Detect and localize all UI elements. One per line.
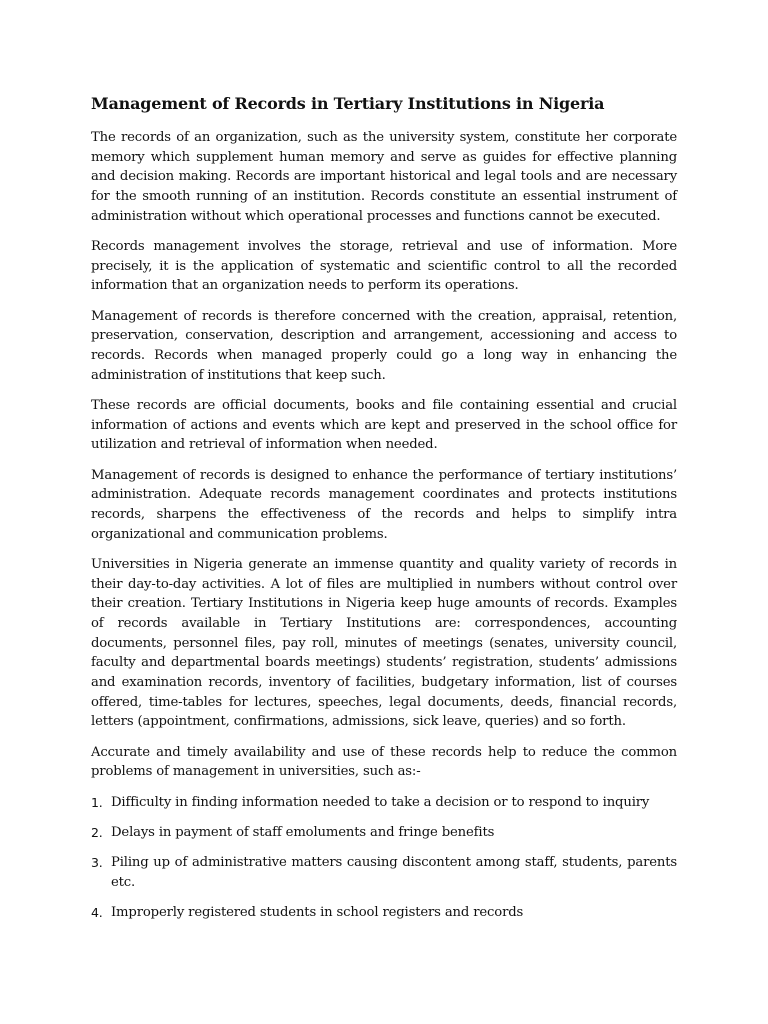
list-number: 1. [91, 794, 103, 810]
list-item-text: Delays in payment of staff emoluments and fringe benefits [111, 824, 495, 840]
list-number: 2. [91, 824, 103, 840]
list-item [91, 853, 677, 892]
list-item-text: Improperly registered students in school registers and records [111, 904, 524, 920]
paragraph: Universities in Nigeria generate an immense quantity and quality variety of records in their day-to-day activities. A lot of files are multiplied in numbers without control over their creation. Tertiary Institutions in Nigeria keep huge amounts of records. Examples of records available in Tertiary Institutions are: correspondences, accounting documents, personnel files, pay roll, minutes of meetings (senates, university council, faculty and departmental boards meetings) students’ registration, students’ admissions and examination records, inventory of facilities, budgetary information, list of courses offered, time-tables for lectures, speeches, legal documents, deeds, financial records, letters (appointment, confirmations, admissions, sick leave, queries) and so forth. [91, 556, 677, 730]
paragraph: Records management involves the storage, retrieval and use of information. More precisely, it is the application of systematic and scientific control to all the recorded information that an organization needs to perform its operations. [91, 239, 677, 294]
list-item [91, 823, 677, 843]
list-item [91, 793, 677, 813]
paragraph: These records are official documents, books and file containing essential and crucial information of actions and events which are kept and preserved in the school office for utilization and retrieval of information when needed. [91, 397, 677, 453]
document-page [91, 93, 677, 933]
list-item [91, 903, 677, 923]
list-item-text: Difficulty in finding information needed to take a decision or to respond to inquiry [111, 794, 650, 810]
problems-list [91, 793, 677, 923]
list-number: 4. [91, 904, 103, 920]
list-number: 3. [91, 855, 103, 870]
paragraph: Management of records is therefore concerned with the creation, appraisal, retention, preservation, conservation, description and arrangement, accessioning and access to records. Records when managed properly could go a long way in enhancing the administration of institutions that keep such. [91, 308, 677, 383]
paragraph: Management of records is designed to enhance the performance of tertiary institutions’ administration. Adequate records management coordinates and protects institutions records, sharpens the effectiveness of the records and helps to simplify intra organizational and communication problems. [91, 467, 677, 542]
paragraph: The records of an organization, such as the university system, constitute her corporate memory which supplement human memory and serve as guides for effective planning and decision making. Records are important historical and legal tools and are necessary for the smooth running of an institution. Records constitute an essential instrument of administration without which operational processes and functions cannot be executed. [91, 130, 677, 224]
document-title: Management of Records in Tertiary Institutions in Nigeria [91, 94, 605, 113]
list-item-text: Piling up of administrative matters causing discontent among staff, students, parents etc. [111, 855, 677, 890]
paragraph: Accurate and timely availability and use of these records help to reduce the common problems of management in universities, such as:- [91, 744, 677, 780]
